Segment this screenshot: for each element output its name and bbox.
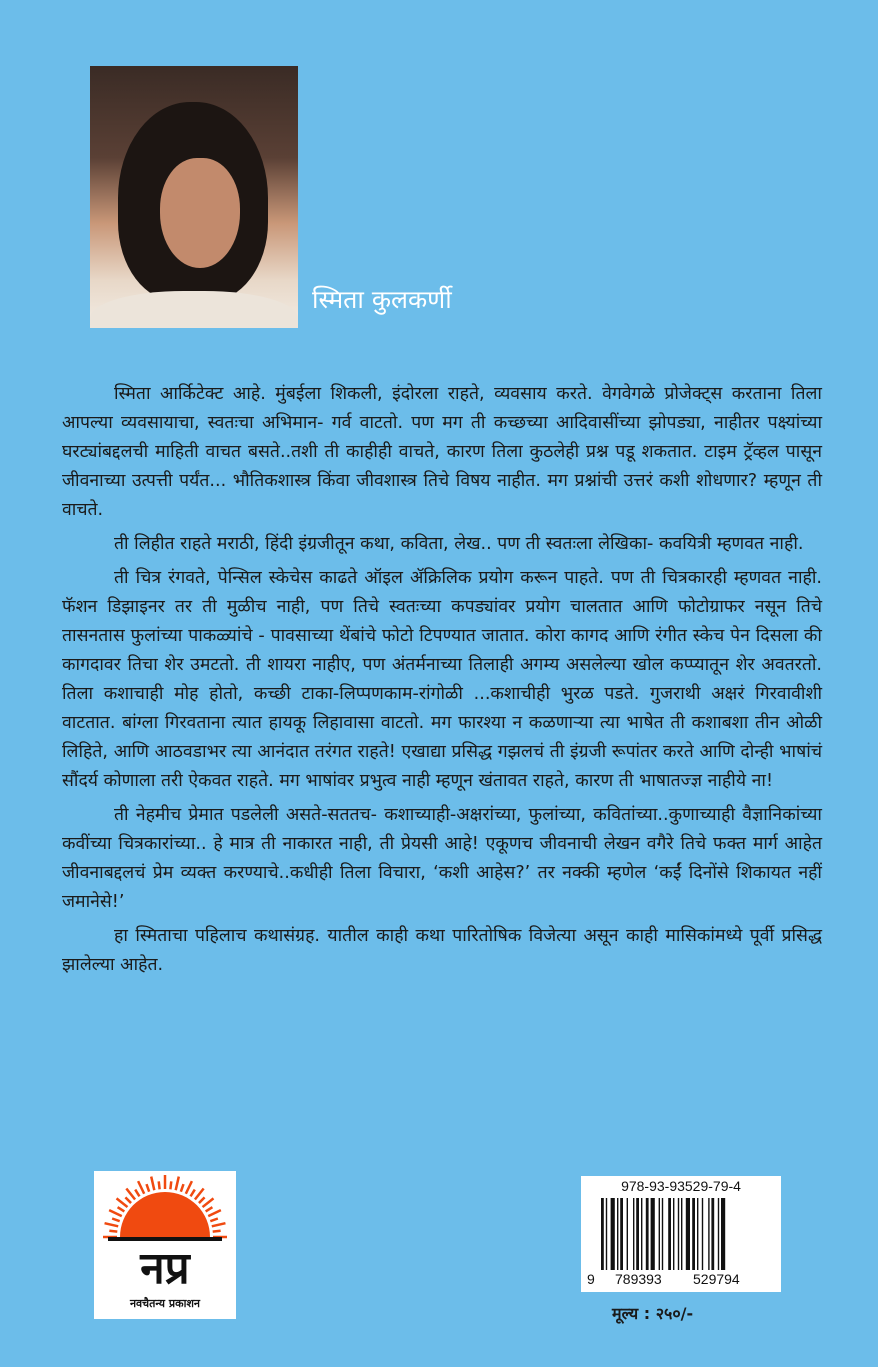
- sun-ray: [213, 1231, 221, 1232]
- blurb-paragraph-1: स्मिता आर्किटेक्ट आहे. मुंबईला शिकली, इंदोरला राहते, व्यवसाय करते. वेगवेगळे प्रोजेक्ट्स करताना तिला आपल्या व्यवसायाचा, स्वतःचा अभिमान- गर्व वाटतो. पण मग ती कच्छच्या आदिवासींच्या झोपड्या, नाहीतर पक्ष्यांच्या घरट्यांबद्दलची माहिती वाचत बसते..तशी ती काहीही वाचते, कारण तिला कुठलेही प्रश्न पडू शकतात. टाइम ट्रॅव्हल पासून जीवनाच्या उत्पत्ती पर्यंत... भौतिकशास्त्र किंवा जीवशास्त्र तिचे विषय नाहीत. मग प्रश्नांची उत्तरं कशी शोधणार? म्हणून ती वाचते.: [62, 384, 822, 520]
- sun-ray: [181, 1184, 184, 1192]
- sun-ray: [147, 1184, 150, 1192]
- isbn-digits-left: 789393: [615, 1271, 662, 1287]
- blurb-paragraph-5: हा स्मिताचा पहिलाच कथासंग्रह. यातील काही कथा पारितोषिक विजेत्या असून काही मासिकांमध्ये पूर्वी प्रसिद्ध झालेल्या आहेत.: [62, 926, 822, 975]
- sun-ray: [195, 1189, 204, 1200]
- sun-ray: [135, 1190, 139, 1197]
- barcode-bar: [702, 1198, 703, 1270]
- price-label: मूल्य : २५०/-: [612, 1304, 694, 1323]
- barcode-bar: [633, 1198, 634, 1270]
- barcode-bar: [636, 1198, 639, 1270]
- barcode-bar: [708, 1198, 709, 1270]
- sun-ray: [105, 1223, 119, 1226]
- barcode-bar: [606, 1198, 607, 1270]
- barcode-bar: [668, 1198, 671, 1270]
- sun-ray: [210, 1219, 218, 1222]
- logo-bar: [108, 1237, 222, 1241]
- barcode-bar: [617, 1198, 618, 1270]
- barcode-bar: [711, 1198, 714, 1270]
- sun-ray: [186, 1181, 192, 1194]
- blurb-paragraph-2: ती लिहीत राहते मराठी, हिंदी इंग्रजीतून कथा, कविता, लेख.. पण ती स्वतःला लेखिका- कवयित्री म्हणवत नाही.: [114, 534, 804, 554]
- barcode-bars: [601, 1198, 761, 1270]
- isbn-digits-right: 529794: [693, 1271, 740, 1287]
- sun-ray: [117, 1198, 128, 1207]
- barcode-bar: [692, 1198, 695, 1270]
- barcode-bar: [721, 1198, 725, 1270]
- sun-ray: [199, 1197, 205, 1203]
- barcode-bar: [627, 1198, 628, 1270]
- publisher-name: नवचैतन्य प्रकाशन: [129, 1297, 201, 1310]
- sun-ray: [112, 1219, 120, 1222]
- author-photo-face: [160, 158, 240, 268]
- isbn-digit-first: 9: [587, 1271, 595, 1287]
- barcode-bar: [651, 1198, 655, 1270]
- barcode-bar: [659, 1198, 660, 1270]
- barcode-bar: [601, 1198, 604, 1270]
- isbn-barcode: [581, 1176, 781, 1292]
- author-name: स्मिता कुलकर्णी: [312, 285, 452, 314]
- sun-ray: [212, 1223, 226, 1226]
- barcode-bar: [646, 1198, 649, 1270]
- barcode-bar: [718, 1198, 719, 1270]
- sun-ray: [118, 1207, 125, 1211]
- author-photo-body: [90, 291, 298, 328]
- barcode-bar: [641, 1198, 642, 1270]
- publisher-logo: [94, 1171, 236, 1319]
- sun-ray: [203, 1198, 214, 1207]
- sun-ray: [159, 1181, 160, 1189]
- logo-mark: नप्र: [140, 1243, 190, 1294]
- blurb-text: [62, 380, 822, 985]
- sun-ray: [176, 1177, 179, 1191]
- sun-ray: [125, 1197, 131, 1203]
- barcode-bar: [686, 1198, 690, 1270]
- sun-ray: [126, 1189, 135, 1200]
- sun-ray: [206, 1207, 213, 1211]
- blurb-paragraph-3: ती चित्र रंगवते, पेन्सिल स्केचेस काढते ऑइल ॲक्रिलिक प्रयोग करून पाहते. पण ती चित्रकारही म्हणवत नाही. फॅशन डिझाइनर तर ती मुळीच नाही, पण तिचे स्वतःच्या कपड्यांवर प्रयोग चालतात आणि फोटोग्राफर नसून तिचे तासनतास फुलांच्या पाकळ्यांचे - पावसाच्या थेंबांचे फोटो टिपण्यात जातात. कोरा कागद आणि रंगीत स्केच पेन दिसला की कागदावर तिचा शेर उमटतो. ती शायरा नाहीए, पण अंतर्मनाच्या तिलाही अगम्य असलेल्या खोल कप्प्यातून शेर अवतरतो. तिला कशाचाही मोह होतो, कच्छी टाका-लिप्पणकाम-रांगोळी ...कशाचीही भुरळ पडते. गुजराथी अक्षरं गिरवावीशी वाटतात. बांग्ला गिरवताना त्यात हायकू लिहावासा वाटतो. मग फारश्या न कळणाऱ्या त्या भाषेत ती कशाबशा तीन ओळी लिहिते, आणि आठवडाभर त्या आनंदात तरंगत राहते! एखाद्या प्रसिद्ध गझलचं ती इंग्रजी रूपांतर करते आणि दोन्ही भाषांचं सौंदर्य कोणाला तरी ऐकवत राहते. मग भाषांवर प्रभुत्व नाही म्हणून खंतावत राहते, कारण ती भाषातज्ज्ञ नाहीये ना!: [62, 568, 822, 791]
- sun-ray: [151, 1177, 154, 1191]
- sun-ray: [109, 1231, 117, 1232]
- barcode-bar: [678, 1198, 679, 1270]
- blurb-paragraph-4: ती नेहमीच प्रेमात पडलेली असते-सततच- कशाच्याही-अक्षरांच्या, फुलांच्या, कवितांच्या..कुणाच्याही वैज्ञानिकांच्या कवींच्या चित्रकारांच्या.. हे मात्र ती नाकारत नाही, ती प्रेयसी आहे! एकूणच जीवनाची लेखन वगैरे तिचे फक्त मार्ग आहेत जीवनाबद्दलचं प्रेम व्यक्त करण्याचे..कधीही तिला विचारा, ‘कशी आहेस?’ तर नक्की म्हणेल ‘कईं दिनोंसे शिकायत नहीं जमानेसे!’: [62, 805, 822, 912]
- sun-ray: [191, 1190, 195, 1197]
- barcode-bar: [673, 1198, 674, 1270]
- barcode-bar: [620, 1198, 623, 1270]
- sun-ray: [208, 1210, 221, 1216]
- sun-ray: [109, 1210, 122, 1216]
- sun-ray: [138, 1181, 144, 1194]
- barcode-bar: [681, 1198, 682, 1270]
- barcode-bar: [662, 1198, 663, 1270]
- sun-ray: [170, 1181, 171, 1189]
- barcode-bar: [611, 1198, 615, 1270]
- barcode-bar: [697, 1198, 698, 1270]
- isbn-number: 978-93-93529-79-4: [621, 1178, 741, 1194]
- author-photo: [90, 66, 298, 328]
